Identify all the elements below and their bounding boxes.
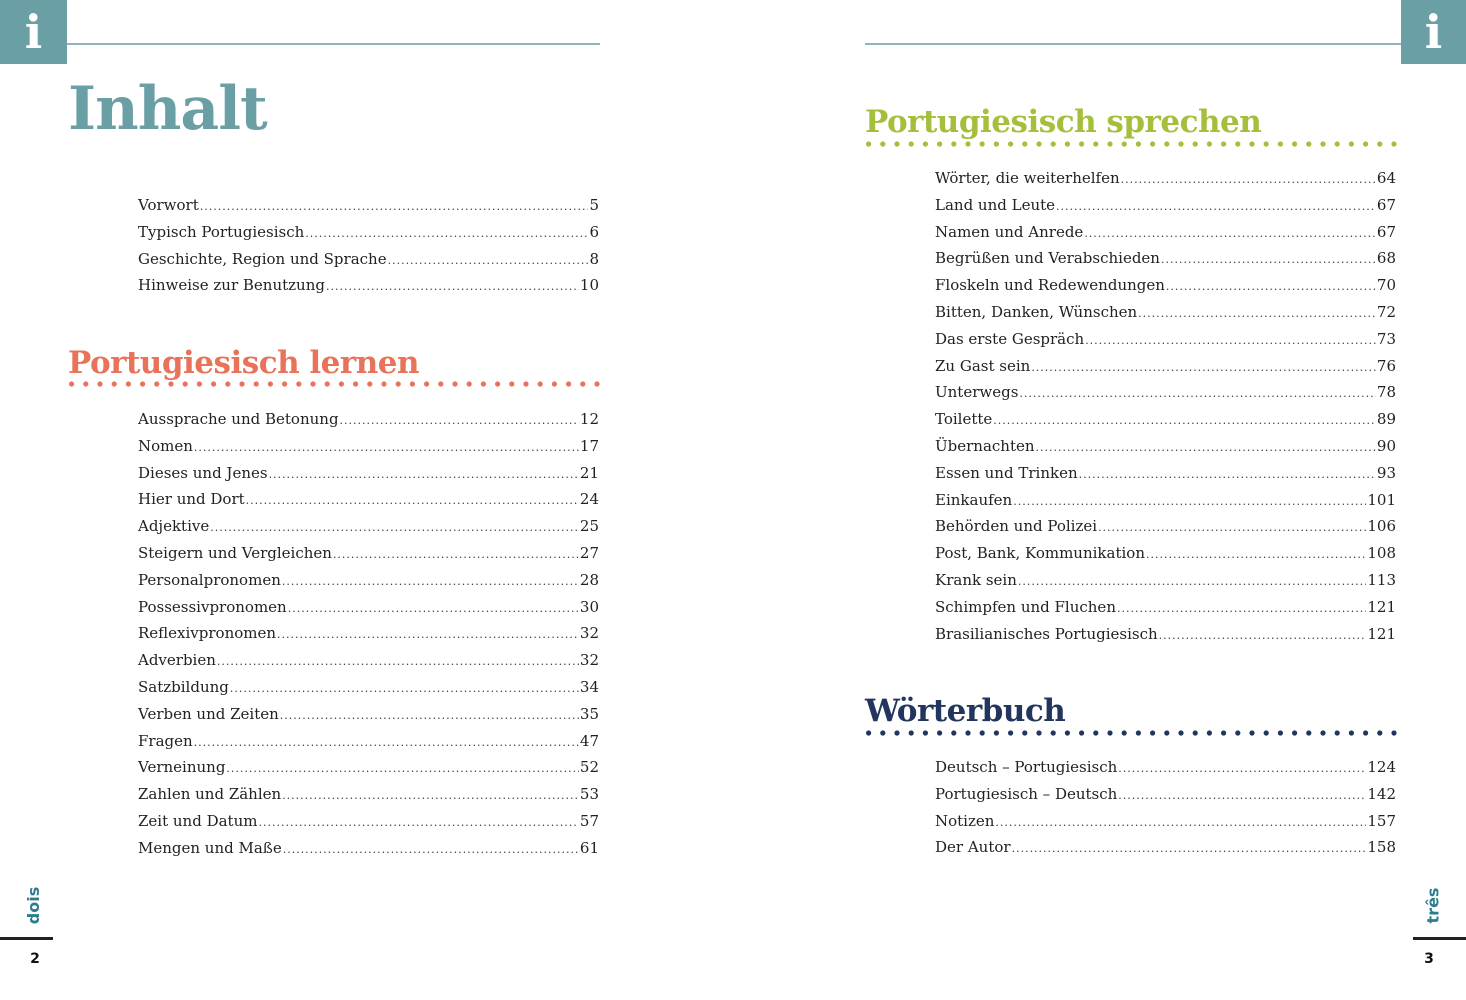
toc-entry-label: Notizen — [935, 811, 995, 830]
info-icon: i — [0, 0, 67, 64]
dot-leader — [1018, 575, 1366, 588]
toc-entry[interactable] — [935, 303, 1396, 330]
toc-entry-page: 67 — [1376, 195, 1396, 214]
toc-entry-label: Der Autor — [935, 838, 1011, 857]
toc-entry-page: 73 — [1376, 329, 1396, 348]
toc-entry[interactable] — [935, 169, 1396, 196]
side-word-dois — [24, 875, 44, 935]
toc-entry-page: 32 — [579, 651, 599, 670]
toc-entry-page: 124 — [1367, 758, 1396, 776]
toc-entry[interactable] — [138, 732, 599, 759]
toc-entry-label: Schimpfen und Fluchen — [935, 597, 1116, 616]
toc-entry-page: 93 — [1376, 463, 1396, 482]
toc-entry[interactable] — [138, 785, 599, 812]
dot-leader — [194, 441, 579, 454]
toc-entry[interactable] — [935, 625, 1396, 652]
dot-leader — [1117, 602, 1366, 615]
toc-entry[interactable] — [138, 517, 599, 544]
dot-leader — [1085, 334, 1376, 347]
toc-entry-label: Portugiesisch – Deutsch — [935, 784, 1118, 803]
toc-entry-page: 157 — [1367, 811, 1396, 830]
toc-entry-page: 21 — [579, 463, 599, 482]
toc-entry[interactable] — [935, 276, 1396, 303]
toc-entry-page: 30 — [579, 597, 599, 616]
dot-leader — [1084, 227, 1376, 240]
dot-leader — [1118, 789, 1366, 802]
dot-leader — [1098, 521, 1366, 534]
toc-entry-page: 90 — [1376, 436, 1396, 455]
toc-entry-page: 108 — [1367, 544, 1396, 563]
toc-entry-label: Reflexivpronomen — [138, 624, 277, 643]
dot-leader — [333, 548, 579, 561]
toc-entry-page: 76 — [1376, 356, 1396, 375]
toc-entry-page: 158 — [1367, 838, 1396, 857]
toc-entry-page: 17 — [579, 436, 599, 455]
dot-leader — [1159, 629, 1367, 642]
toc-entry[interactable] — [935, 491, 1396, 518]
toc-entry-label: Typisch Portugiesisch — [138, 222, 305, 241]
toc-entry-page: 10 — [579, 276, 599, 295]
toc-entry[interactable] — [935, 383, 1396, 410]
toc-entry-label: Geschichte, Region und Sprache — [138, 249, 387, 268]
toc-entry-label: Mengen und Maße — [138, 838, 282, 857]
toc-entry-label: Dieses und Jenes — [138, 463, 268, 482]
toc-entry[interactable] — [138, 598, 599, 625]
side-word-label: três — [1423, 887, 1443, 923]
toc-woerterbuch-list — [935, 758, 1396, 865]
dot-leader — [280, 709, 579, 722]
dotted-divider — [865, 729, 1397, 737]
toc-entry[interactable] — [138, 839, 599, 866]
header-rule — [67, 43, 600, 45]
toc-entry-page: 70 — [1376, 276, 1396, 295]
toc-entry[interactable] — [138, 437, 599, 464]
toc-entry[interactable] — [138, 624, 599, 651]
dot-leader — [1031, 361, 1376, 374]
toc-entry-label: Post, Bank, Kommunikation — [935, 544, 1145, 563]
toc-entry-page: 101 — [1367, 490, 1396, 509]
toc-entry-label: Satzbildung — [138, 677, 229, 696]
dot-leader — [226, 762, 578, 775]
toc-entry[interactable] — [935, 330, 1396, 357]
toc-entry[interactable] — [138, 250, 599, 277]
toc-intro-list — [138, 196, 599, 303]
toc-entry[interactable] — [935, 410, 1396, 437]
toc-entry[interactable] — [935, 464, 1396, 491]
toc-entry-label: Personalpronomen — [138, 570, 281, 589]
toc-entry[interactable] — [138, 410, 599, 437]
dot-leader — [1166, 280, 1376, 293]
toc-entry[interactable] — [935, 598, 1396, 625]
dot-leader — [1036, 441, 1376, 454]
section-title-lernen: Portugiesisch lernen — [68, 345, 420, 381]
toc-entry-label: Floskeln und Redewendungen — [935, 276, 1165, 295]
toc-entry[interactable] — [935, 785, 1396, 812]
page-number: 3 — [1424, 951, 1434, 967]
dot-leader — [1079, 468, 1376, 481]
toc-entry[interactable] — [138, 705, 599, 732]
dot-leader — [1012, 842, 1367, 855]
toc-lernen-list — [138, 410, 599, 866]
toc-entry-label: Einkaufen — [935, 490, 1013, 509]
dot-leader — [326, 280, 579, 293]
footer-rule — [1413, 937, 1466, 940]
toc-entry-label: Fragen — [138, 731, 193, 750]
toc-entry-page: 72 — [1376, 302, 1396, 321]
toc-entry-page: 8 — [589, 249, 599, 268]
dot-leader — [993, 414, 1376, 427]
toc-entry-page: 27 — [579, 543, 599, 562]
toc-entry-page: 64 — [1376, 169, 1396, 187]
dot-leader — [388, 254, 589, 267]
dot-leader — [1019, 387, 1376, 400]
toc-entry[interactable] — [138, 544, 599, 571]
side-word-tres — [1423, 875, 1443, 935]
dot-leader — [230, 682, 579, 695]
dotted-divider — [865, 140, 1397, 148]
toc-entry-page: 35 — [579, 704, 599, 723]
toc-entry-label: Land und Leute — [935, 195, 1056, 214]
header-rule — [865, 43, 1401, 45]
section-title-woerterbuch: Wörterbuch — [865, 693, 1066, 729]
toc-entry-label: Unterwegs — [935, 383, 1019, 402]
toc-entry-label: Zahlen und Zählen — [138, 785, 282, 804]
toc-entry-label: Vorwort — [138, 196, 199, 214]
toc-entry-page: 121 — [1367, 624, 1396, 643]
footer-rule — [0, 937, 53, 940]
side-word-label: dois — [24, 886, 44, 924]
dot-leader — [246, 494, 579, 507]
dot-leader — [200, 200, 589, 213]
toc-entry-page: 113 — [1367, 570, 1396, 589]
toc-entry-label: Aussprache und Betonung — [138, 410, 339, 428]
toc-entry[interactable] — [138, 758, 599, 785]
dot-leader — [258, 816, 578, 829]
toc-entry[interactable] — [138, 571, 599, 598]
dot-leader — [194, 736, 579, 749]
dotted-divider — [68, 380, 600, 388]
dot-leader — [269, 468, 579, 481]
toc-entry-page: 32 — [579, 624, 599, 643]
info-icon: i — [1401, 0, 1466, 64]
toc-entry[interactable] — [138, 464, 599, 491]
toc-entry-page: 142 — [1367, 784, 1396, 803]
dot-leader — [1118, 762, 1366, 775]
toc-entry-page: 53 — [579, 785, 599, 804]
toc-entry-label: Possessivpronomen — [138, 597, 287, 616]
toc-entry[interactable] — [138, 276, 599, 303]
toc-entry-label: Essen und Trinken — [935, 463, 1078, 482]
toc-entry-label: Das erste Gespräch — [935, 329, 1085, 348]
toc-entry-label: Verneinung — [138, 758, 226, 777]
dot-leader — [340, 414, 579, 427]
toc-entry-page: 24 — [579, 490, 599, 509]
toc-entry-page: 67 — [1376, 222, 1396, 241]
toc-entry-label: Bitten, Danken, Wünschen — [935, 302, 1138, 321]
toc-entry-page: 106 — [1367, 517, 1396, 536]
toc-entry[interactable] — [138, 651, 599, 678]
dot-leader — [210, 521, 579, 534]
toc-entry-label: Krank sein — [935, 570, 1017, 589]
toc-entry[interactable] — [138, 196, 599, 223]
toc-entry[interactable] — [935, 544, 1396, 571]
toc-entry-label: Begrüßen und Verabschieden — [935, 249, 1160, 268]
toc-entry-label: Adverbien — [138, 651, 216, 670]
toc-entry-label: Deutsch – Portugiesisch — [935, 758, 1118, 776]
toc-entry-page: 25 — [579, 517, 599, 536]
toc-entry[interactable] — [138, 678, 599, 705]
toc-entry[interactable] — [935, 223, 1396, 250]
toc-entry-page: 5 — [589, 196, 599, 214]
toc-entry-page: 28 — [579, 570, 599, 589]
toc-entry-label: Hinweise zur Benutzung — [138, 276, 325, 295]
toc-entry-label: Zeit und Datum — [138, 811, 258, 830]
dot-leader — [995, 816, 1366, 829]
toc-entry-page: 61 — [579, 838, 599, 857]
dot-leader — [1146, 548, 1366, 561]
toc-entry[interactable] — [935, 357, 1396, 384]
toc-entry-label: Toilette — [935, 410, 993, 429]
toc-entry-label: Behörden und Polizei — [935, 517, 1098, 536]
toc-entry[interactable] — [935, 571, 1396, 598]
toc-entry[interactable] — [935, 517, 1396, 544]
toc-entry[interactable] — [935, 249, 1396, 276]
toc-entry-label: Zu Gast sein — [935, 356, 1031, 375]
toc-entry[interactable] — [138, 812, 599, 839]
section-title-sprechen: Portugiesisch sprechen — [865, 104, 1262, 140]
toc-entry-label: Übernachten — [935, 436, 1035, 455]
page-number: 2 — [30, 951, 40, 967]
toc-entry-label: Hier und Dort — [138, 490, 245, 509]
toc-entry-page: 12 — [579, 410, 599, 428]
toc-entry-page: 121 — [1367, 597, 1396, 616]
toc-entry-page: 78 — [1376, 383, 1396, 402]
dot-leader — [277, 628, 579, 641]
toc-entry[interactable] — [935, 812, 1396, 839]
dot-leader — [282, 789, 579, 802]
toc-entry-page: 52 — [579, 758, 599, 777]
toc-entry[interactable] — [935, 758, 1396, 785]
toc-entry-page: 89 — [1376, 410, 1396, 429]
toc-entry-page: 6 — [589, 222, 599, 241]
dot-leader — [1121, 173, 1376, 186]
toc-entry-page: 34 — [579, 677, 599, 696]
dot-leader — [305, 227, 588, 240]
toc-entry-label: Nomen — [138, 436, 193, 455]
toc-entry[interactable] — [138, 490, 599, 517]
toc-sprechen-list — [935, 169, 1396, 651]
toc-entry-label: Adjektive — [138, 517, 210, 536]
dot-leader — [1056, 200, 1376, 213]
toc-entry-page: 68 — [1376, 249, 1396, 268]
toc-entry-label: Wörter, die weiterhelfen — [935, 169, 1120, 187]
toc-entry-label: Namen und Anrede — [935, 222, 1084, 241]
toc-entry[interactable] — [935, 196, 1396, 223]
dot-leader — [1138, 307, 1376, 320]
dot-leader — [1013, 495, 1366, 508]
dot-leader — [217, 655, 579, 668]
toc-entry[interactable] — [935, 838, 1396, 865]
toc-entry-page: 57 — [579, 811, 599, 830]
toc-entry[interactable] — [935, 437, 1396, 464]
toc-entry-label: Steigern und Vergleichen — [138, 543, 332, 562]
toc-entry-label: Brasilianisches Portugiesisch — [935, 624, 1158, 643]
page-title: Inhalt — [68, 74, 267, 144]
toc-entry-page: 47 — [579, 731, 599, 750]
dot-leader — [288, 602, 579, 615]
toc-entry[interactable] — [138, 223, 599, 250]
toc-entry-label: Verben und Zeiten — [138, 704, 279, 723]
dot-leader — [282, 575, 579, 588]
dot-leader — [283, 843, 579, 856]
dot-leader — [1161, 253, 1376, 266]
